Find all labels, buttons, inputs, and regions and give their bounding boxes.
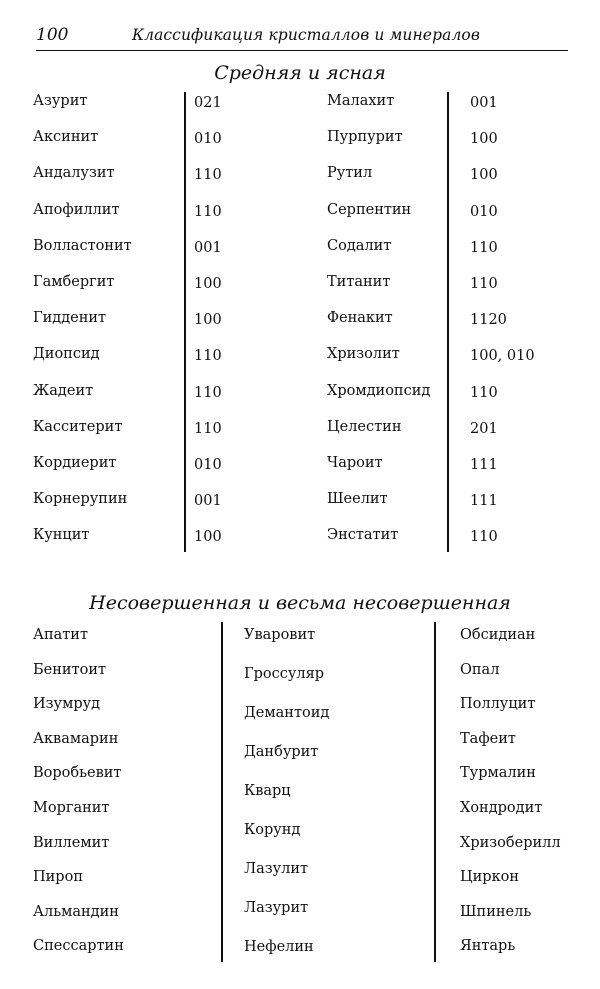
cleavage-plane-value: 001 — [194, 240, 222, 256]
mineral-name: Опал — [460, 662, 500, 678]
mineral-name: Гидденит — [33, 310, 107, 326]
mineral-name: Апофиллит — [33, 202, 120, 218]
mineral-name: Хромдиопсид — [327, 383, 431, 399]
cleavage-plane-value: 111 — [470, 493, 498, 509]
mineral-name: Корнерупин — [33, 491, 128, 507]
cleavage-plane-value: 100 — [470, 167, 498, 183]
cleavage-plane-value: 110 — [470, 240, 498, 256]
mineral-name: Андалузит — [33, 165, 115, 181]
section-title-medium: Средняя и ясная — [214, 62, 386, 84]
mineral-name: Бенитоит — [33, 662, 107, 678]
mineral-name: Хондродит — [460, 800, 543, 816]
column-divider-1 — [184, 92, 186, 552]
mineral-name: Диопсид — [33, 346, 100, 362]
mineral-name: Кордиерит — [33, 455, 117, 471]
mineral-name: Кварц — [244, 783, 291, 799]
mineral-name: Воробьевит — [33, 765, 122, 781]
mineral-name: Поллуцит — [460, 696, 536, 712]
mineral-name: Обсидиан — [460, 627, 536, 643]
mineral-name: Виллемит — [33, 835, 110, 851]
cleavage-plane-value: 001 — [194, 493, 222, 509]
mineral-name: Данбурит — [244, 744, 319, 760]
mineral-name: Лазулит — [244, 861, 309, 877]
mineral-name: Гамбергит — [33, 274, 115, 290]
cleavage-plane-value: 110 — [470, 276, 498, 292]
mineral-name: Хризолит — [327, 346, 400, 362]
cleavage-plane-value: 110 — [194, 204, 222, 220]
mineral-name: Чароит — [327, 455, 383, 471]
mineral-name: Лазурит — [244, 900, 309, 916]
cleavage-plane-value: 110 — [194, 421, 222, 437]
section-title-imperfect: Несовершенная и весьма несовершенная — [89, 592, 511, 614]
cleavage-plane-value: 100 — [194, 529, 222, 545]
mineral-name: Шпинель — [460, 904, 532, 920]
mineral-name: Корунд — [244, 822, 301, 838]
mineral-name: Спессартин — [33, 938, 124, 954]
running-title: Классификация кристаллов и минералов — [132, 26, 480, 44]
mineral-name: Изумруд — [33, 696, 101, 712]
cleavage-plane-value: 110 — [194, 167, 222, 183]
mineral-name: Тафеит — [460, 731, 516, 747]
column-divider-4 — [434, 622, 436, 962]
mineral-name: Гроссуляр — [244, 666, 325, 682]
mineral-name: Титанит — [327, 274, 391, 290]
page-number: 100 — [36, 25, 69, 45]
cleavage-plane-value: 010 — [194, 457, 222, 473]
mineral-name: Уваровит — [244, 627, 316, 643]
cleavage-plane-value: 001 — [470, 95, 498, 111]
cleavage-plane-value: 110 — [470, 385, 498, 401]
mineral-name: Целестин — [327, 419, 402, 435]
cleavage-plane-value: 010 — [470, 204, 498, 220]
mineral-name: Янтарь — [460, 938, 516, 954]
mineral-name: Аквамарин — [33, 731, 119, 747]
cleavage-plane-value: 110 — [194, 385, 222, 401]
cleavage-plane-value: 110 — [194, 348, 222, 364]
column-divider-3 — [221, 622, 223, 962]
cleavage-plane-value: 100 — [194, 276, 222, 292]
mineral-name: Пироп — [33, 869, 83, 885]
cleavage-plane-value: 010 — [194, 131, 222, 147]
mineral-name: Апатит — [33, 627, 88, 643]
mineral-name: Содалит — [327, 238, 392, 254]
mineral-name: Энстатит — [327, 527, 399, 543]
cleavage-plane-value: 201 — [470, 421, 498, 437]
mineral-name: Серпентин — [327, 202, 412, 218]
mineral-name: Фенакит — [327, 310, 393, 326]
cleavage-plane-value: 021 — [194, 95, 222, 111]
mineral-name: Морганит — [33, 800, 110, 816]
mineral-name: Аксинит — [33, 129, 99, 145]
mineral-name: Волластонит — [33, 238, 132, 254]
cleavage-plane-value: 100 — [194, 312, 222, 328]
mineral-name: Жадеит — [33, 383, 94, 399]
mineral-name: Альмандин — [33, 904, 119, 920]
mineral-name: Демантоид — [244, 705, 330, 721]
mineral-name: Шеелит — [327, 491, 388, 507]
mineral-name: Кунцит — [33, 527, 90, 543]
cleavage-plane-value: 110 — [470, 529, 498, 545]
mineral-name: Пурпурит — [327, 129, 403, 145]
mineral-name: Циркон — [460, 869, 520, 885]
cleavage-plane-value: 111 — [470, 457, 498, 473]
mineral-name: Турмалин — [460, 765, 536, 781]
cleavage-plane-value: 100, 010 — [470, 348, 535, 364]
mineral-name: Хризоберилл — [460, 835, 561, 851]
mineral-name: Касситерит — [33, 419, 123, 435]
column-divider-2 — [447, 92, 449, 552]
cleavage-plane-value: 1120 — [470, 312, 507, 328]
mineral-name: Азурит — [33, 93, 88, 109]
mineral-name: Малахит — [327, 93, 395, 109]
page-header — [36, 22, 568, 51]
mineral-name: Рутил — [327, 165, 373, 181]
mineral-name: Нефелин — [244, 939, 314, 955]
cleavage-plane-value: 100 — [470, 131, 498, 147]
